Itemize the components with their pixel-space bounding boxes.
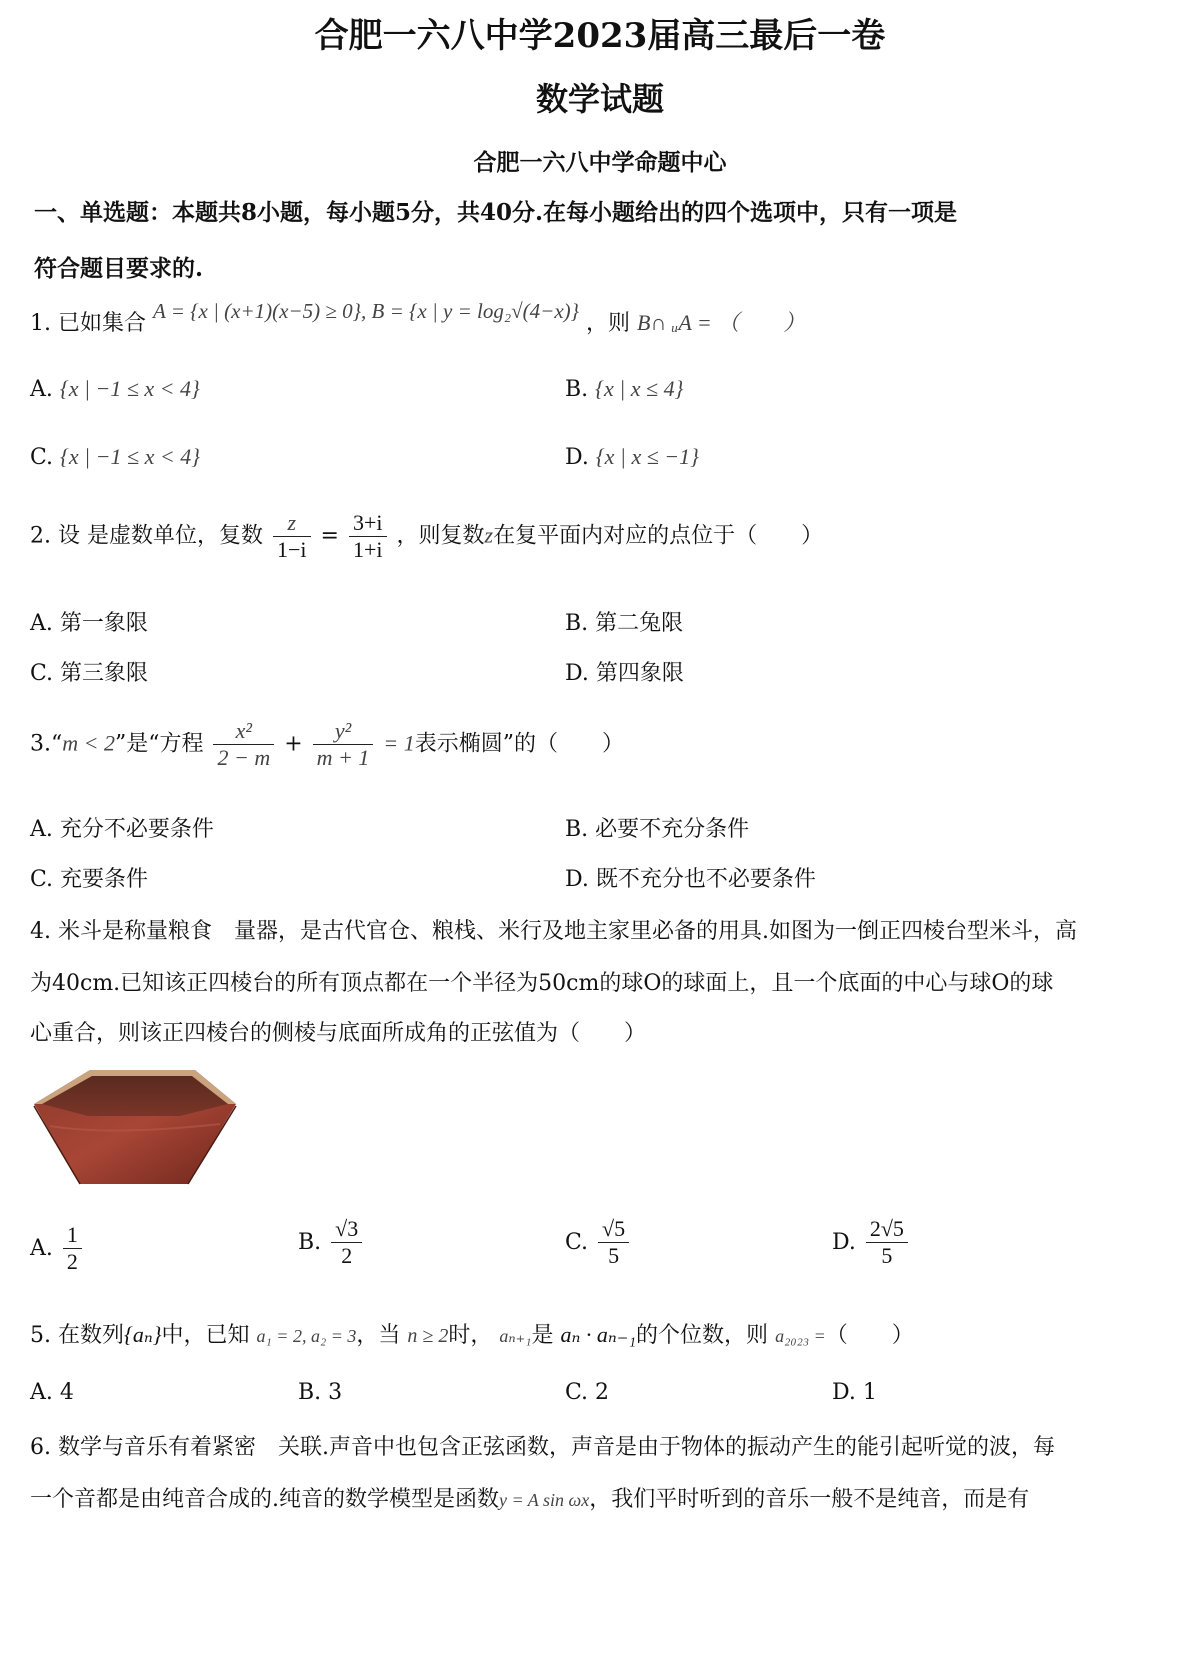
question-6: 6. 数学与音乐有着紧密 关联.声音中也包含正弦函数，声音是由于物体的振动产生的能引起听觉的波，每 [30,1435,1055,1460]
option-b[interactable]: B. 必要不充分条件 [565,817,750,842]
option-d[interactable]: D. 既不充分也不必要条件 [565,867,816,892]
question-4-cont: 为40cm.已知该正四棱台的所有顶点都在一个半径为50cm的球O的球面上，且一个底面的中心与球O的球 [30,971,1054,996]
option-d[interactable]: D. {x | x ≤ −1} [565,444,699,470]
question-6-cont: 一个音都是由纯音合成的.纯音的数学模型是函数y = A sin ωx，我们平时听到的音乐一般不是纯音，而是有 [30,1487,1030,1512]
question-3: 3.“m < 2”是“方程 $\frac{\text{x²}}{2 - m}$ + $\frac{\text{y²}}{m + 1}$ = 1表示椭圆”的（ ） [30,718,624,770]
question-number: 6. [30,1435,51,1460]
option-b[interactable]: B. 第二兔限 [565,611,684,636]
question-1: 1. 已如集合 A = {x | (x+1)(x−5) ≥ 0}, B = {x | y = log₂√(4−x)} ，则 B∩ ᵤA = （ ） [30,299,806,336]
option-c[interactable]: C. {x | −1 ≤ x < 4} [30,444,200,470]
option-b[interactable]: B. 3 [298,1380,343,1405]
option-d[interactable]: D. 第四象限 [565,661,684,686]
option-c[interactable]: C. $\frac{√5}{5}$ [565,1216,632,1269]
set-expression: B∩ ᵤA = （ ） [637,310,806,335]
question-number: 3. [30,731,51,757]
option-c[interactable]: C. 第三象限 [30,661,149,686]
option-c[interactable]: C. 充要条件 [30,867,149,892]
subject-title: 数学试题 [535,80,664,118]
question-number: 2. [30,523,51,549]
author-line: 合肥一六八中学命题中心 [473,149,727,176]
section-heading: 一、单选题：本题共8小题，每小题5分，共40分.在每小题给出的四个选项中，只有一项是 [34,199,958,226]
question-number: 4. [30,919,51,944]
option-a[interactable]: A. 充分不必要条件 [30,817,214,842]
question-4: 4. 米斗是称量粮食 量器，是古代官仓、粮栈、米行及地主家里必备的用具.如图为一倒正四棱台型米斗，高 [30,919,1077,944]
fraction: $\frac{\text{x²}}{2 - m}$ [213,718,274,771]
question-4-cont: 心重合，则该正四棱台的侧棱与底面所成角的正弦值为（ ） [30,1021,647,1046]
fraction: $\frac{\text{y²}}{m + 1}$ [313,718,374,771]
rice-measure-image [30,1066,240,1191]
option-b[interactable]: B. {x | x ≤ 4} [565,376,684,402]
option-a[interactable]: A. $\frac{1}{2}$ [30,1222,85,1275]
option-a[interactable]: A. 4 [30,1380,74,1405]
question-number: 1. [30,311,51,336]
fraction: $\frac{3+i}{1+i}$ [349,510,387,563]
question-2: 2. 设 是虚数单位，复数 $\frac{z}{1-i}$ = $\frac{3+i}{1+i}$ ，则复数z在复平面内对应的点位于（ ） [30,510,824,562]
option-d[interactable]: D. 1 [832,1380,877,1405]
question-5: 5. 在数列{aₙ}中，已知 a₁ = 2, a₂ = 3，当 n ≥ 2时， aₙ₊₁是 aₙ · aₙ₋₁的个位数，则 a₂₀₂₃ =（ ） [30,1322,914,1348]
option-a[interactable]: A. 第一象限 [30,611,148,636]
section-heading-cont: 符合题目要求的. [34,255,204,282]
option-d[interactable]: D. $\frac{2√5}{5}$ [832,1216,911,1269]
option-a[interactable]: A. {x | −1 ≤ x < 4} [30,376,200,402]
set-definition: A = {x | (x+1)(x−5) ≥ 0}, B = {x | y = log₂√(4−x)} [153,299,580,323]
option-c[interactable]: C. 2 [565,1380,610,1405]
question-number: 5. [30,1323,51,1348]
option-b[interactable]: B. $\frac{√3}{2}$ [298,1216,365,1269]
fraction: $\frac{z}{1-i}$ [273,510,311,563]
exam-title: 合肥一六八中学2023届高三最后一卷 [314,16,886,56]
